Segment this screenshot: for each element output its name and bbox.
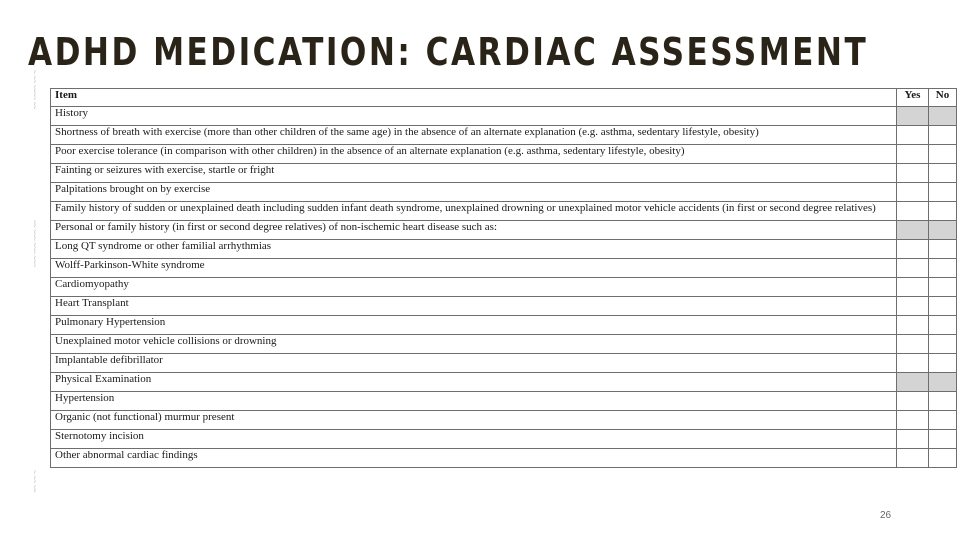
yes-checkbox[interactable]: [897, 392, 929, 411]
yes-cell-disabled: [897, 107, 929, 126]
header-item: Item: [51, 89, 897, 107]
table-row: [51, 335, 957, 354]
no-checkbox[interactable]: [929, 335, 957, 354]
item-text: Unexplained motor vehicle collisions or drowning: [51, 335, 897, 354]
item-text: Wolff-Parkinson-White syndrome: [51, 259, 897, 278]
table-header-row: [51, 89, 957, 107]
table-row: [51, 449, 957, 468]
no-checkbox[interactable]: [929, 316, 957, 335]
table-row: [51, 411, 957, 430]
no-cell-disabled: [929, 373, 957, 392]
yes-checkbox[interactable]: [897, 335, 929, 354]
header-yes: Yes: [897, 89, 929, 107]
no-checkbox[interactable]: [929, 202, 957, 221]
table-row: [51, 240, 957, 259]
yes-checkbox[interactable]: [897, 183, 929, 202]
item-text: Palpitations brought on by exercise: [51, 183, 897, 202]
no-checkbox[interactable]: [929, 392, 957, 411]
table-row: [51, 392, 957, 411]
no-cell-disabled: [929, 221, 957, 240]
margin-watermark: [30, 70, 42, 520]
yes-checkbox[interactable]: [897, 145, 929, 164]
section-heading: History: [51, 107, 897, 126]
page-number: 26: [880, 510, 892, 521]
table-row: [51, 297, 957, 316]
item-text: Family history of sudden or unexplained death including sudden infant death syndrome, unexplained drowning or unexplained motor vehicle accidents (in first or second degree relatives): [51, 202, 897, 221]
item-text: Personal or family history (in first or second degree relatives) of non-ischemic heart disease such as:: [51, 221, 897, 240]
yes-checkbox[interactable]: [897, 411, 929, 430]
item-text: Cardiomyopathy: [51, 278, 897, 297]
yes-checkbox[interactable]: [897, 278, 929, 297]
header-no: No: [929, 89, 957, 107]
table-row: [51, 183, 957, 202]
section-row-physical-exam: [51, 373, 957, 392]
yes-checkbox[interactable]: [897, 164, 929, 183]
yes-cell-disabled: [897, 373, 929, 392]
section-row-conditions: [51, 221, 957, 240]
table-row: [51, 126, 957, 145]
no-checkbox[interactable]: [929, 449, 957, 468]
table-row: [51, 145, 957, 164]
no-checkbox[interactable]: [929, 240, 957, 259]
yes-checkbox[interactable]: [897, 259, 929, 278]
no-checkbox[interactable]: [929, 126, 957, 145]
yes-checkbox[interactable]: [897, 202, 929, 221]
margin-watermark-text: ~ ~~ ~~~~ ~~: [30, 70, 38, 110]
table-row: [51, 259, 957, 278]
item-text: Implantable defibrillator: [51, 354, 897, 373]
section-heading: Physical Examination: [51, 373, 897, 392]
margin-watermark-text: ~~ ~~~ ~~~ ~~~: [30, 220, 38, 267]
no-checkbox[interactable]: [929, 259, 957, 278]
no-cell-disabled: [929, 107, 957, 126]
table-row: [51, 354, 957, 373]
no-checkbox[interactable]: [929, 164, 957, 183]
yes-checkbox[interactable]: [897, 240, 929, 259]
no-checkbox[interactable]: [929, 297, 957, 316]
cardiac-checklist-table: [50, 88, 957, 468]
item-text: Other abnormal cardiac findings: [51, 449, 897, 468]
no-checkbox[interactable]: [929, 278, 957, 297]
item-text: Pulmonary Hypertension: [51, 316, 897, 335]
item-text: Poor exercise tolerance (in comparison with other children) in the absence of an alternate explanation (e.g. asthma, sedentary lifestyle, obesity): [51, 145, 897, 164]
item-text: Hypertension: [51, 392, 897, 411]
yes-checkbox[interactable]: [897, 297, 929, 316]
table-row: [51, 278, 957, 297]
yes-cell-disabled: [897, 221, 929, 240]
yes-checkbox[interactable]: [897, 449, 929, 468]
no-checkbox[interactable]: [929, 354, 957, 373]
table-row: [51, 430, 957, 449]
item-text: Sternotomy incision: [51, 430, 897, 449]
page-title: ADHD MEDICATION: CARDIAC ASSESSMENT: [28, 30, 869, 74]
item-text: Long QT syndrome or other familial arrhythmias: [51, 240, 897, 259]
section-row-history: [51, 107, 957, 126]
item-text: Fainting or seizures with exercise, startle or fright: [51, 164, 897, 183]
no-checkbox[interactable]: [929, 183, 957, 202]
yes-checkbox[interactable]: [897, 354, 929, 373]
yes-checkbox[interactable]: [897, 430, 929, 449]
no-checkbox[interactable]: [929, 430, 957, 449]
table-row: [51, 316, 957, 335]
no-checkbox[interactable]: [929, 411, 957, 430]
yes-checkbox[interactable]: [897, 316, 929, 335]
item-text: Organic (not functional) murmur present: [51, 411, 897, 430]
item-text: Heart Transplant: [51, 297, 897, 316]
table-row: [51, 164, 957, 183]
no-checkbox[interactable]: [929, 145, 957, 164]
yes-checkbox[interactable]: [897, 126, 929, 145]
item-text: Shortness of breath with exercise (more than other children of the same age) in the absence of an alternate explanation (e.g. asthma, sedentary lifestyle, obesity): [51, 126, 897, 145]
table-row: [51, 202, 957, 221]
margin-watermark-text: ~ ~~ ~~: [30, 470, 38, 493]
